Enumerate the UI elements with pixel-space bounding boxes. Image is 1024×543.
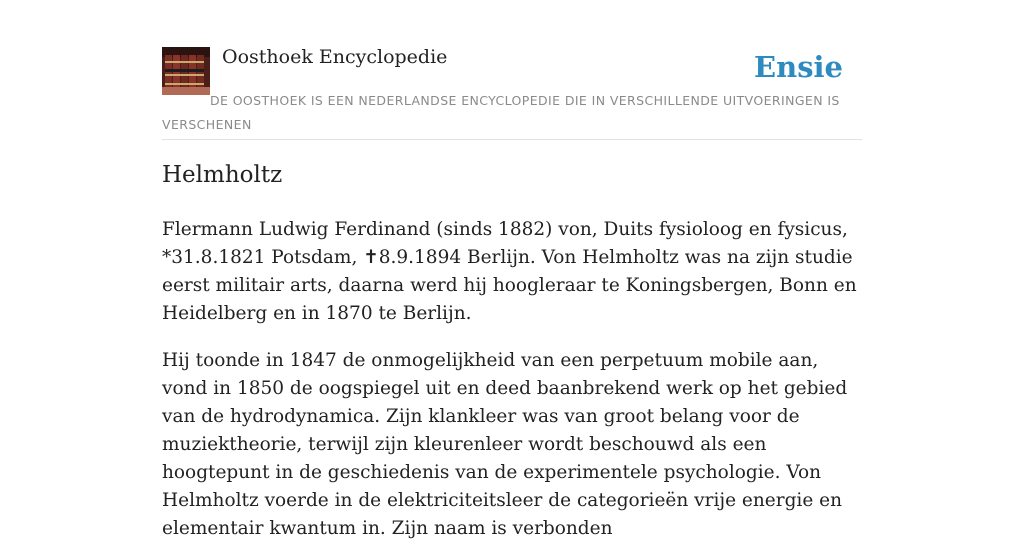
header-divider bbox=[162, 139, 862, 140]
brand-logo[interactable]: Ensie bbox=[754, 50, 843, 84]
publication-name[interactable]: Oosthoek Encyclopedie bbox=[222, 46, 448, 68]
article-paragraph: Flermann Ludwig Ferdinand (sinds 1882) von, Duits fysioloog en fysicus, *31.8.1821 Potsdam, ✝8.9.1894 Berlijn. Von Helmholtz was na zijn studie eerst militair arts, daarna werd hij hoogleraar te Koningsbergen, Bonn en Heidelberg en in 1870 te Berlijn. bbox=[162, 219, 857, 324]
publication-tagline: DE OOSTHOEK IS EEN NEDERLANDSE ENCYCLOPEDIE DIE IN VERSCHILLENDE UITVOERINGEN IS VERSCHENEN bbox=[162, 93, 840, 132]
article-title: Helmholtz bbox=[162, 162, 283, 188]
publication-avatar[interactable] bbox=[162, 47, 210, 95]
book-spines-icon bbox=[162, 47, 210, 95]
article-paragraph: Hij toonde in 1847 de onmogelijkheid van een perpetuum mobile aan, vond in 1850 de oogspiegel uit en deed baanbrekend werk op het gebied van de hydrodynamica. Zijn klankleer was van groot belang voor de muziektheorie, terwijl zijn kleurenleer wordt beschouwd als een hoogtepunt in de geschiedenis van de experimentele psychologie. Von Helmholtz voerde in de elektriciteitsleer de categorieën vrije energie en elementair kwantum in. Zijn naam is verbonden bbox=[162, 350, 848, 539]
